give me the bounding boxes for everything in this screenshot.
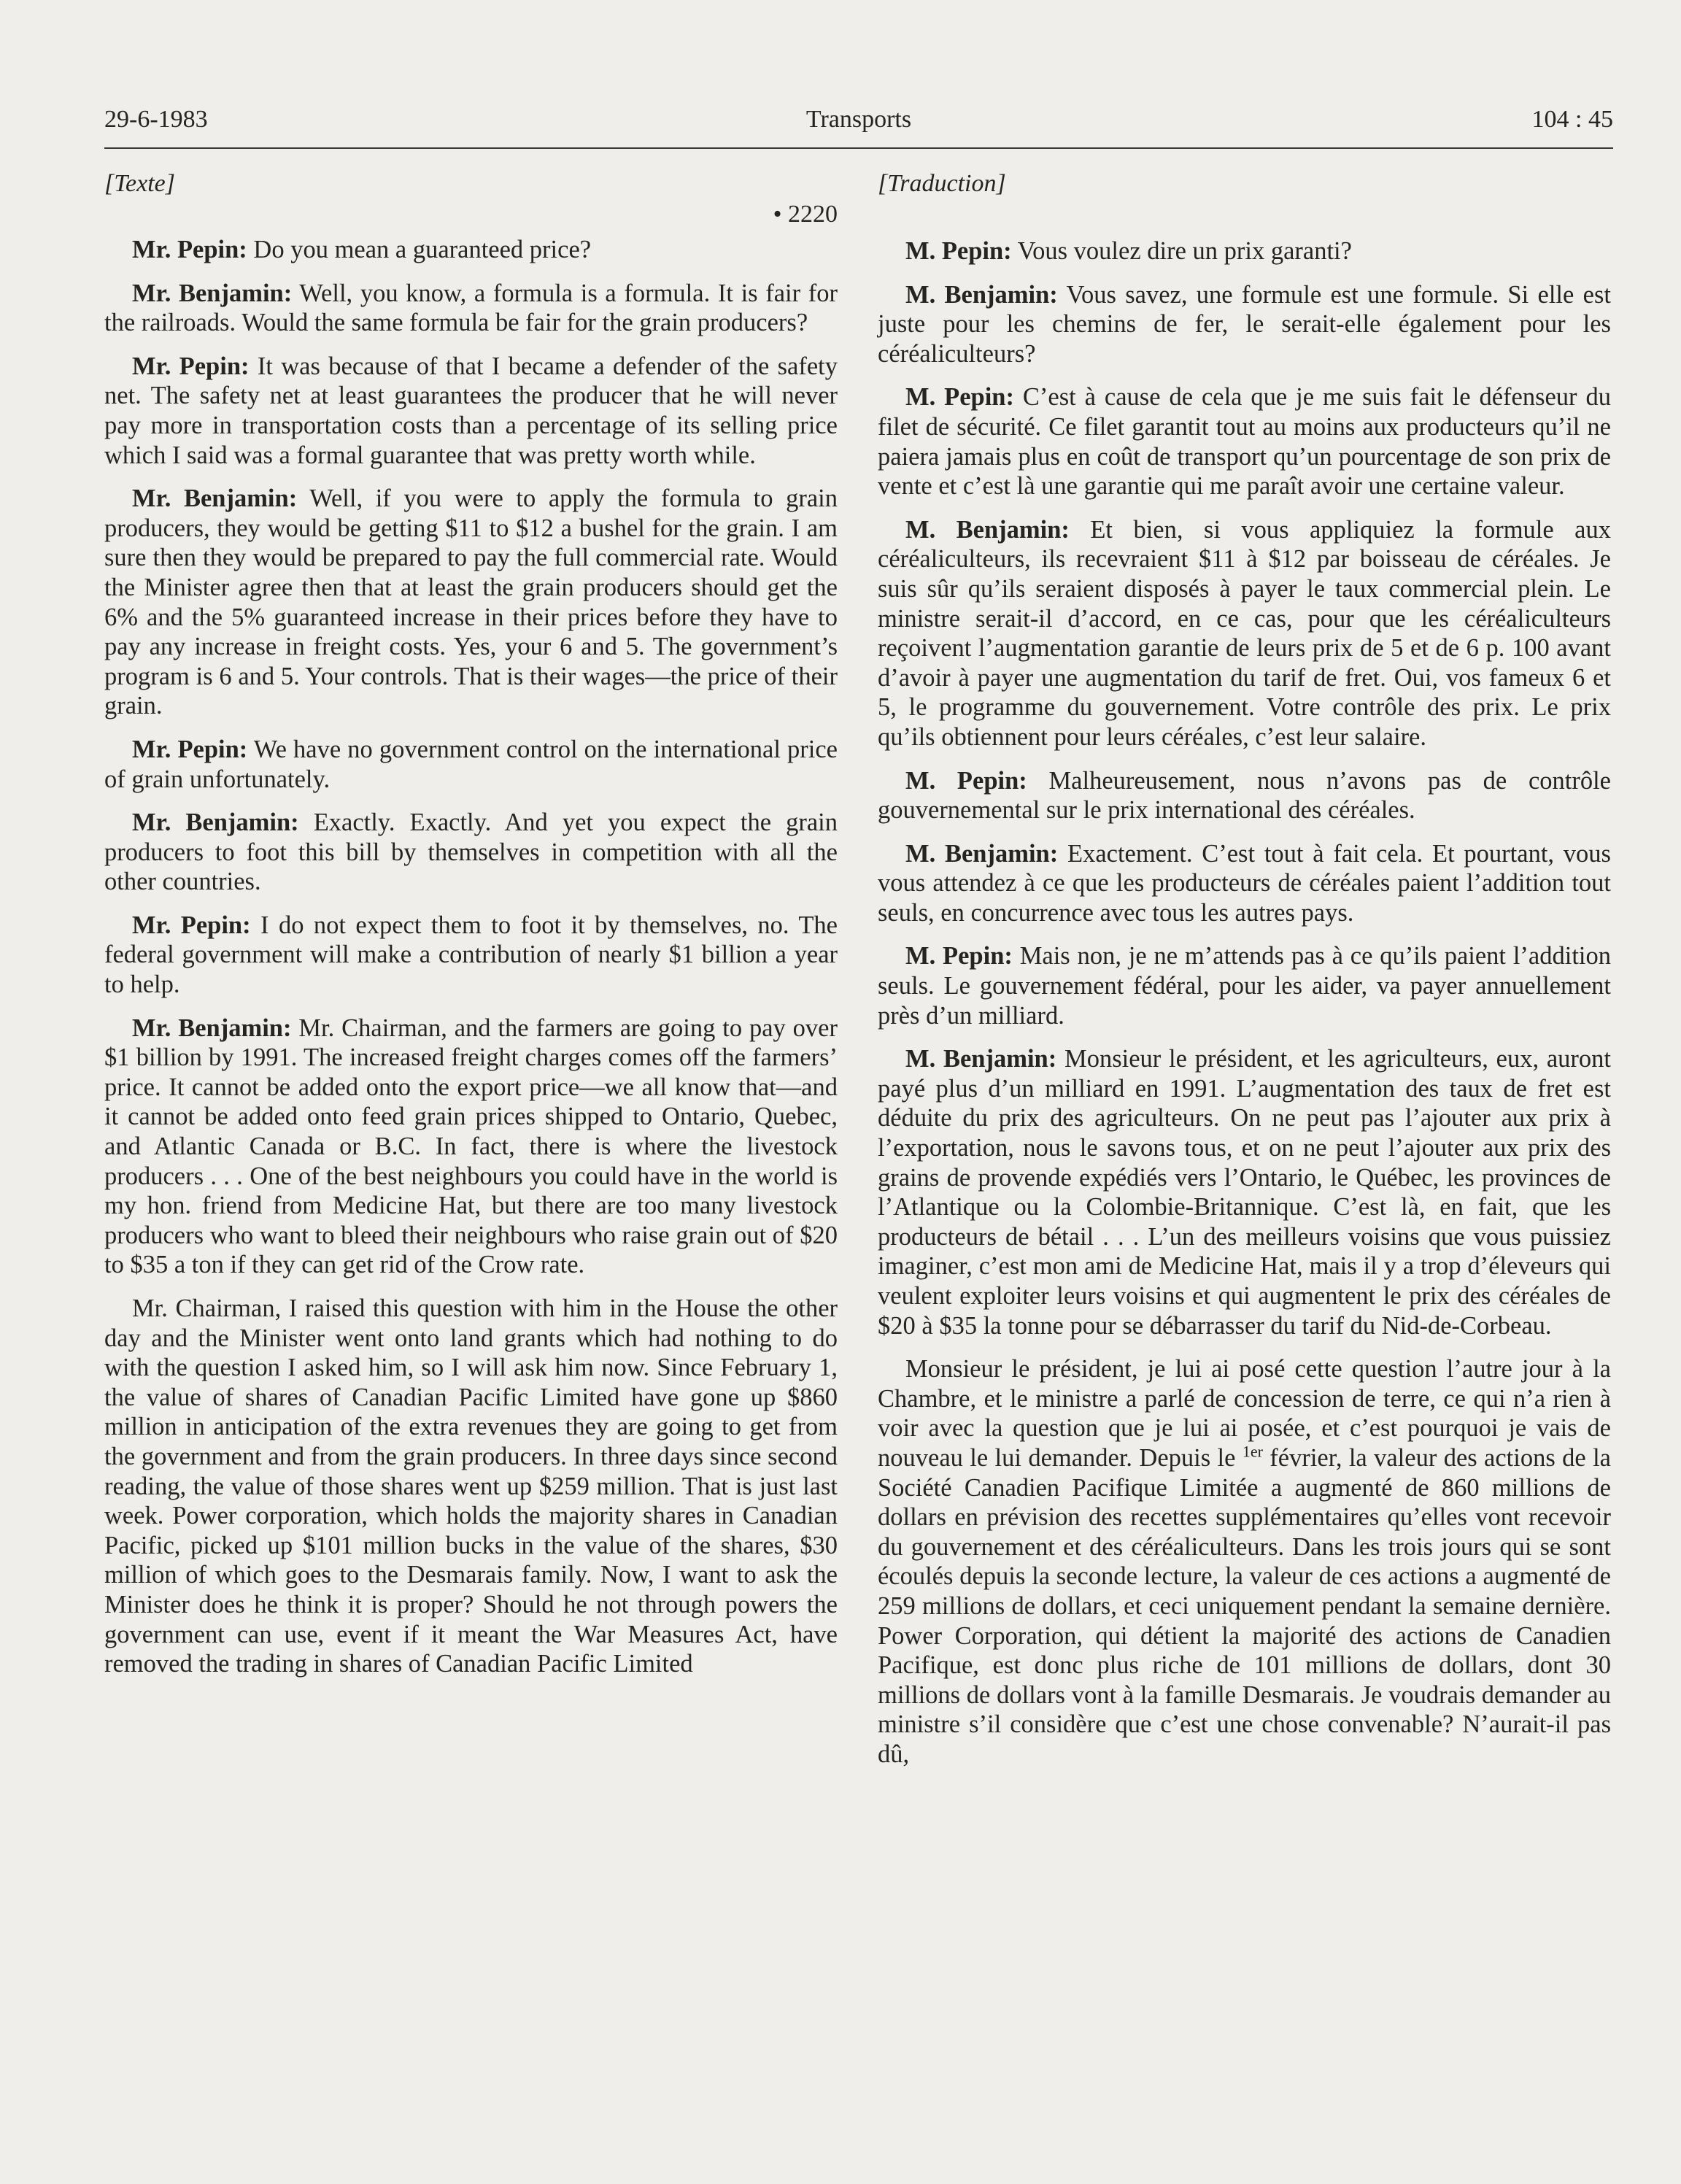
speaker-name: Mr. Pepin: <box>132 735 248 763</box>
paragraph <box>878 236 1611 266</box>
page-header <box>104 101 1613 149</box>
paragraph <box>878 280 1611 369</box>
speaker-name: M. Pepin: <box>905 237 1012 265</box>
paragraph-text: Monsieur le président, et les agriculteurs, eux, auront payé plus d’un milliard en 1991. L’augmentation des taux de fret est déduite du prix des agriculteurs. On ne peut pas l’ajouter aux prix à l’exportation, nous le savons tous, et on ne peut l’ajouter aux prix des grains de provende expédiés vers l’Ontario, le Québec, les provinces de l’Atlantique ou la Colombie-Britannique. C’est là, en fait, que les producteurs de bétail . . . L’un des meilleurs voisins que vous puissiez imaginer, c’est mon ami de Medicine Hat, mais il y a trop d’éleveurs qui veulent exploiter leurs voisins et qui augmentent le prix des céréales de $20 à $35 la tonne pour se débarrasser du tarif du Nid-de-Corbeau. <box>878 1045 1611 1340</box>
paragraph <box>104 235 838 265</box>
paragraph-text: C’est à cause de cela que je me suis fait le défenseur du filet de sécurité. Ce filet garantit tout au moins aux producteurs qu’il ne paiera jamais plus en coût de transport qu’un pourcentage de son prix de vente et c’est là une garantie qui me paraît avoir une certaine valeur. <box>878 383 1611 501</box>
paragraph <box>104 911 838 1000</box>
column-label: [Texte] <box>104 170 175 197</box>
french-paragraphs <box>878 236 1611 1770</box>
paragraph-text: Exactement. C’est tout à fait cela. Et pourtant, vous vous attendez à ce que les producteurs de céréales paient l’addition tout seuls, en concurrence avec tous les autres pays. <box>878 839 1611 927</box>
paragraph-text: Exactly. Exactly. And yet you expect the grain producers to foot this bill by themselves in competition with all the other countries. <box>104 809 838 896</box>
speaker-name: M. Pepin: <box>905 766 1027 795</box>
paragraph-text: I do not expect them to foot it by themselves, no. The federal government will make a contribution of nearly $1 billion a year to help. <box>104 911 838 999</box>
paragraph <box>878 766 1611 825</box>
paragraph <box>878 382 1611 501</box>
paragraph-text: We have no government control on the international price of grain unfortunately. <box>104 735 838 793</box>
paragraph-text: Monsieur le président, je lui ai posé cette question l’autre jour à la Chambre, et le ministre a parlé de concession de terre, ce qui n’a rien à voir avec la question que je lui ai posée, et c’est pourquoi je vais de nouveau le lui demander. Depuis le <box>878 1355 1611 1472</box>
speaker-name: M. Benjamin: <box>905 515 1070 544</box>
paragraph-text: Et bien, si vous appliquiez la formule aux céréaliculteurs, ils recevraient $11 à $12 par boisseau de céréales. Je suis sûr qu’ils seraient disposés à payer le taux commercial plein. Le ministre serait-il d’accord, en ce cas, pour que les céréaliculteurs reçoivent l’augmentation garantie de leurs prix de 5 et de 6 p. 100 avant d’avoir à payer une augmentation du tarif de fret. Oui, vos fameux 6 et 5, le programme du gouvernement. Votre contrôle des prix. Le prix qu’ils obtiennent pour leurs céréales, c’est leur salaire. <box>878 515 1611 751</box>
paragraph <box>878 941 1611 1030</box>
paragraph <box>104 1014 838 1280</box>
speaker-name: M. Pepin: <box>905 383 1014 412</box>
paragraph-text: Vous savez, une formule est une formule. Si elle est juste pour les chemins de fer, le serait-elle également pour les céréaliculteurs? <box>878 280 1611 368</box>
speaker-name: Mr. Benjamin: <box>132 809 299 837</box>
paragraph-text: février, la valeur des actions de la Société Canadien Pacifique Limitée a augmenté de 860 millions de dollars en prévision des recettes supplémentaires qu’elles vont recevoir du gouvernement et des céréaliculteurs. Dans les trois jours qui se sont écoulés depuis la seconde lecture, la valeur de ces actions a augmenté de 259 millions de dollars, et ceci uniquement pendant la semaine dernière. Power Corporation, qui détient la majorité des actions de Canadien Pacifique, est donc plus riche de 101 millions de dollars, dont 30 millions de dollars vont à la famille Desmarais. Je voudrais demander au ministre s’il considère que c’est une chose convenable? N’aurait-il pas dû, <box>878 1443 1611 1768</box>
paragraph <box>878 515 1611 752</box>
speaker-name: Mr. Benjamin: <box>132 279 293 307</box>
speaker-name: M. Benjamin: <box>905 839 1059 868</box>
paragraph-text: Mais non, je ne m’attends pas à ce qu’ils paient l’addition seuls. Le gouvernement fédéral, pour les aider, va payer annuellement près d’un milliard. <box>878 942 1611 1030</box>
paragraph-text: Mr. Chairman, I raised this question with him in the House the other day and the Minister went onto land grants which had nothing to do with the question I asked him, so I will ask him now. Since February 1, the value of shares of Canadian Pacific Limited have gone up $860 million in anticipation of the extra revenues they are going to get from the government and from the grain producers. In three days since second reading, the value of those shares went up $259 million. That is just last week. Power corporation, which holds the majority shares in Canadian Pacific, picked up $101 million bucks in the value of the shares, $30 million of which goes to the Desmarais family. Now, I want to ask the Minister does he think it is proper? Should he not through powers the government can use, event if it meant the War Measures Act, have removed the trading in shares of Canadian Pacific Limited <box>104 1294 838 1678</box>
paragraph-text: Vous voulez dire un prix garanti? <box>1011 237 1352 265</box>
paragraph <box>104 735 838 794</box>
paragraph-text: Do you mean a guaranteed price? <box>247 236 592 263</box>
header-date: 29-6-1983 <box>104 106 208 133</box>
speaker-name: Mr. Pepin: <box>132 352 250 380</box>
paragraph <box>878 1044 1611 1340</box>
paragraph <box>104 808 838 897</box>
column-label: [Traduction] <box>878 170 1006 197</box>
speaker-name: Mr. Benjamin: <box>132 485 298 513</box>
superscript: 1er <box>1242 1442 1263 1461</box>
paragraph <box>104 1294 838 1679</box>
paragraph <box>104 484 838 721</box>
speaker-name: M. Pepin: <box>905 942 1013 971</box>
paragraph-text: It was because of that I became a defender of the safety net. The safety net at least guarantees the producer that he will never pay more in transportation costs than a percentage of its selling price which I said was a formal guarantee that was pretty worth while. <box>104 352 838 469</box>
header-title: Transports <box>805 106 912 133</box>
speaker-name: Mr. Benjamin: <box>132 1014 292 1042</box>
speaker-name: M. Benjamin: <box>905 280 1058 309</box>
paragraph-text: Malheureusement, nous n’avons pas de contrôle gouvernemental sur le prix international des céréales. <box>878 766 1611 825</box>
paragraph <box>878 839 1611 928</box>
paragraph-text: Well, you know, a formula is a formula. It is fair for the railroads. Would the same formula be fair for the grain producers? <box>104 279 838 337</box>
speaker-name: M. Benjamin: <box>905 1045 1057 1073</box>
speaker-name: Mr. Pepin: <box>132 236 247 263</box>
timestamp: • 2220 <box>773 201 838 228</box>
timestamp-spacer <box>878 200 1611 236</box>
paragraph <box>878 1354 1611 1769</box>
paragraph <box>104 279 838 338</box>
speaker-name: Mr. Pepin: <box>132 911 251 939</box>
paragraph-text: Well, if you were to apply the formula to grain producers, they would be getting $11 to $12 a bushel for the grain. I am sure then they would be prepared to pay the full commercial rate. Would the Minister agree then that at least the grain producers should get the 6% and the 5% guaranteed increase in their prices before they have to pay any increase in freight costs. Yes, your 6 and 5. The government’s program is 6 and 5. Your controls. That is their wages—the price of their grain. <box>104 485 838 720</box>
paragraph <box>104 352 838 470</box>
french-column <box>878 169 1611 1783</box>
header-page-number: 104 : 45 <box>1531 106 1613 133</box>
paragraph-text: Mr. Chairman, and the farmers are going to pay over $1 billion by 1991. The increased freight charges comes off the farmers’ price. It cannot be added onto the export price—we all know that—and it cannot be added onto feed grain prices shipped to Ontario, Quebec, and Atlantic Canada or B.C. In fact, there is where the livestock producers . . . One of the best neighbours you could have in the world is my hon. friend from Medicine Hat, but there are too many livestock producers who want to bleed their neighbours who raise grain out of $20 to $35 a ton if they can get rid of the Crow rate. <box>104 1014 838 1279</box>
english-paragraphs <box>104 235 838 1679</box>
english-column <box>104 169 838 1693</box>
